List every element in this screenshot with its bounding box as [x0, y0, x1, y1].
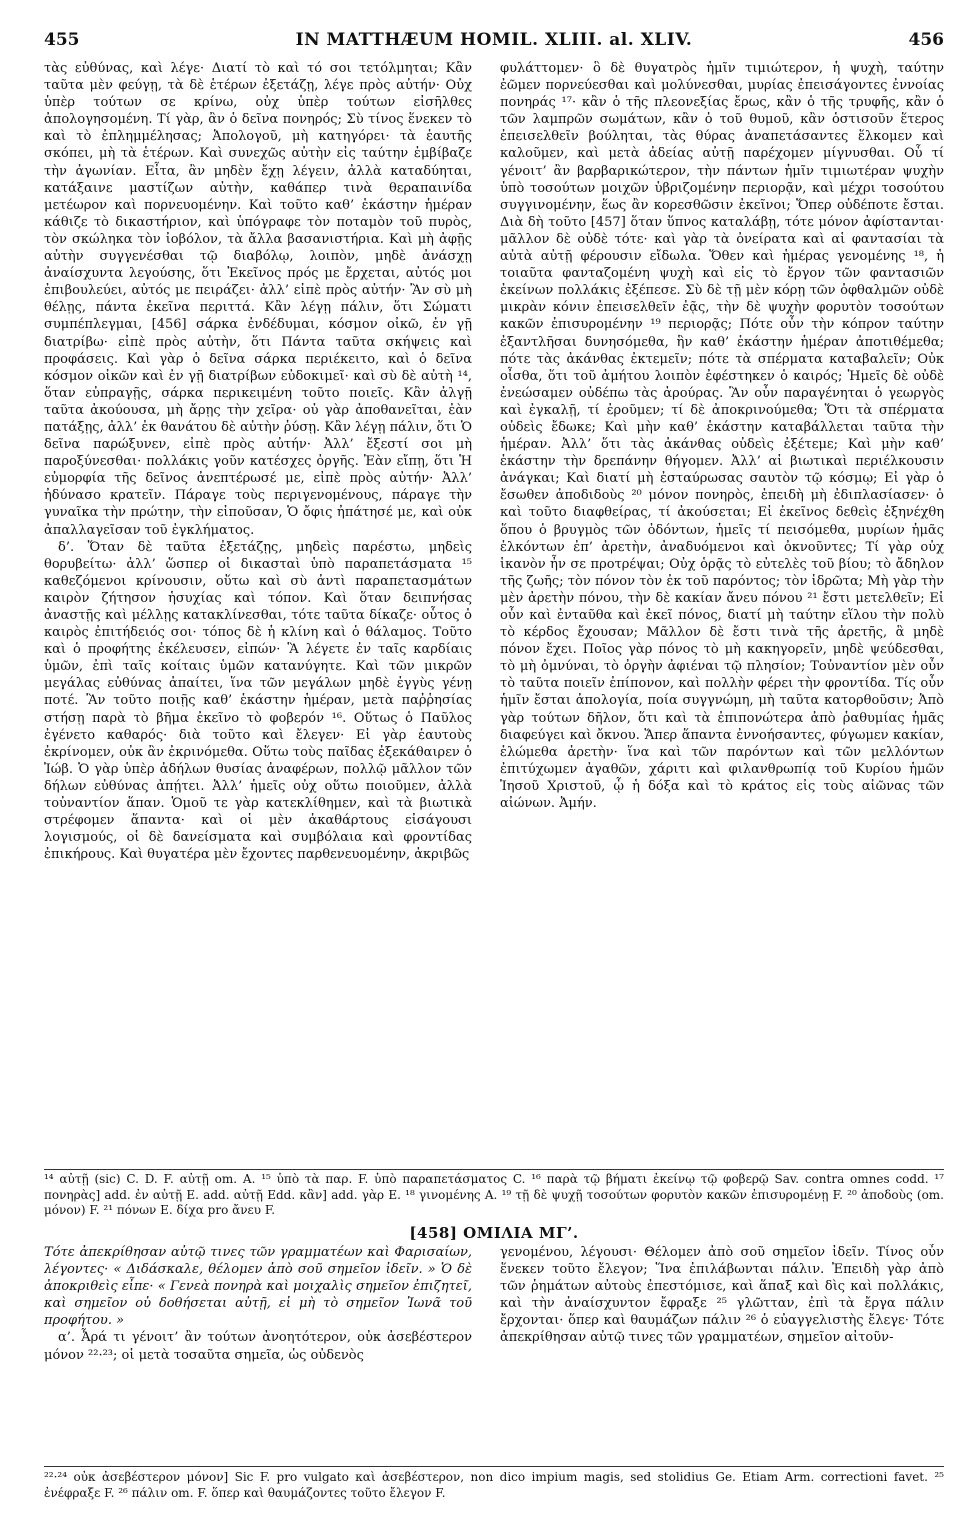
footnote-divider	[44, 1169, 944, 1170]
footnotes-lower: ²²·²⁴ οὐκ ἀσεβέστερον μόνον] Sic F. pro vulgato καὶ ἀσεβέστερον, non dico impium magis, sed stolidius Ge. Etiam Arm. correctioni favet. ²⁵ ἐνέφραξε F. ²⁶ πάλιν om. F. ὅπερ καὶ θαυμάζοντες τοῦτο ἔλεγον F.	[44, 1470, 944, 1500]
running-header	[44, 30, 944, 52]
paragraph: τὰς εὐθύνας, καὶ λέγε· Διατί τὸ καὶ τό σοι τετόλμηται; Κἂν ταῦτα μὲν φεύγῃ, τὰ δὲ ἑτέρων ἐξετάζῃ, λέγε πρὸς αὐτήν· Οὐχ ὑπὲρ τούτων σε κρίνω, οὐχ ὑπὲρ τούτων εἰσῆλθες ἀπολογησομένη. Τί γὰρ, ἂν ὁ δεῖνα πονηρός; Σὺ τίνος ἕνεκεν τὸ καὶ τὸ ἐπλημμέλησας; Ἀπολογοῦ, μὴ κατηγόρει· τὰ ἑαυτῆς σκόπει, μὴ τὰ ἑτέρων. Καὶ συνεχῶς αὐτὴν εἰς ταύτην ἐμβίβαζε τὴν ἀγωνίαν. Εἶτα, ἂν μηδὲν ἔχῃ λέγειν, ἀλλὰ καταδύηται, κατάξαινε μαστίζων αὐτὴν, καθάπερ τινὰ θεραπαινίδα μετέωρον καὶ πορνευομένην. Καὶ τοῦτο καθ’ ἑκάστην ἡμέραν κάθιζε τὸ δικαστήριον, καὶ ὑπόγραφε τὸν ποταμὸν τοῦ πυρὸς, τὸν σκώληκα τὸν ἰοβόλον, τὰ ἄλλα βασανιστήρια. Καὶ μὴ ἀφῇς αὐτὴν συγγενέσθαι τῷ διαβόλῳ, λοιπὸν, μηδὲ ἀνάσχῃ ἀναίσχυντα λεγούσης, ὅτι Ἐκεῖνος πρός με ἔρχεται, αὐτός μοι ἐπιβουλεύει, αὐτός με πειράζει· ἀλλ’ εἰπὲ πρὸς αὐτήν· Ἂν σὺ μὴ θέλῃς, πάντα ἐκεῖνα περιττά. Κἂν λέγῃ πάλιν, ὅτι Σώματι συμπέπλεγμαι, [456] σάρκα ἐνδέδυμαι, κόσμον οἰκῶ, ἐν γῇ διατρίβω· εἰπὲ πρὸς αὐτὴν, ὅτι Πάντα ταῦτα σκήψεις καὶ προφάσεις. Καὶ γὰρ ὁ δεῖνα σάρκα περιέκειτο, καὶ ὁ δεῖνα κόσμον οἰκῶν καὶ ἐν γῇ διατρίβων εὐδοκιμεῖ· καὶ σὺ δὲ αὐτὴ ¹⁴, ὅταν εὐπραγῇς, σάρκα περικειμένη τοῦτο ποιεῖς. Κἂν ἀλγῇ ταῦτα ἀκούουσα, μὴ ἄρῃς τὴν χεῖρα· οὐ γὰρ ἀποθανεῖται, ἐὰν πατάξῃς, ἀλλ’ ἐκ θανάτου δὲ αὐτὴν ῥύσῃ. Κἂν λέγῃ πάλιν, ὅτι Ὁ δεῖνα παρώξυνεν, εἰπὲ πρὸς αὐτήν· Ἀλλ’ ἔξεστί σοι μὴ παροξύνεσθαι· πολλάκις γοῦν κατέσχες ὀργῆς. Ἐὰν εἴπῃ, ὅτι Ἡ εὐμορφία τῆς δεῖνος ἀνεπτέρωσέ με, εἰπὲ πρὸς αὐτήν· Ἀλλ’ ἠδύνασο κρατεῖν. Πάραγε τοὺς περιγενομένους, πάραγε τὴν γυναῖκα τὴν πρώτην, τὴν εἰποῦσαν, Ὁ ὄφις ἠπάτησέ με, καὶ οὐκ ἀπαλλαγεῖσαν τοῦ ἐγκλήματος.	[44, 61, 472, 538]
scripture-verse: Τότε ἀπεκρίθησαν αὐτῷ τινες τῶν γραμματέων καὶ Φαρισαίων, λέγοντες· « Διδάσκαλε, θέλομεν ἀπὸ σοῦ σημεῖον ἰδεῖν. » Ὁ δὲ ἀποκριθεὶς εἶπε· « Γενεὰ πονηρὰ καὶ μοιχαλὶς σημεῖον ἐπιζητεῖ, καὶ σημεῖον οὐ δοθήσεται αὐτῇ, εἰ μὴ τὸ σημεῖον Ἰωνᾶ τοῦ προφήτου. »	[44, 1245, 472, 1329]
running-title: IN MATTHÆUM HOMIL. XLIII. al. XLIV.	[295, 30, 693, 50]
footnotes-upper: ¹⁴ αὐτῇ (sic) C. D. F. αὐτῇ om. A. ¹⁵ ὑπὸ τὰ παρ. F. ὑπὸ παραπετάσματος C. ¹⁶ παρὰ τῷ βήματι ἐκείνῳ τῷ φοβερῷ Sav. contra omnes codd. ¹⁷ πονηρὰς] add. ἐν αὐτῇ E. add. αὐτῇ Edd. κἂν] add. γὰρ E. ¹⁸ γινομένης A. ¹⁹ τῇ δὲ ψυχῇ τοσούτων φορυτὸν κακῶν ἐπισυρομένῃ F. ²⁰ ἀποδοὺς (om. μόνον) F. ²¹ πόνων E. δίχα pro ἄνευ F.	[44, 1172, 944, 1217]
homily-left-column	[44, 1244, 472, 1424]
right-page-number: 456	[908, 30, 944, 50]
homily-right-column	[500, 1244, 944, 1424]
footnote-divider	[44, 1466, 944, 1467]
paragraph: α’. Ἆρά τι γένοιτ’ ἂν τούτων ἀνοητότερον, οὐκ ἀσεβέστερον μόνον ²²·²³; οἱ μετὰ τοσαῦτα σημεῖα, ὡς οὐδενὸς	[44, 1330, 472, 1363]
paragraph: δ’. Ὅταν δὲ ταῦτα ἐξετάζῃς, μηδεὶς παρέστω, μηδεὶς θορυβείτω· ἀλλ’ ὥσπερ οἱ δικασταὶ ὑπὸ παραπετάσματα ¹⁵ καθεζόμενοι κρίνουσιν, οὕτω καὶ σὺ ἀντὶ παραπετασμάτων καιρὸν ζήτησον ἡσυχίας καὶ τόπον. Καὶ ὅταν δειπνήσας ἀναστῇς καὶ μέλλῃς κατακλίνεσθαι, τότε ταῦτα δίκαζε· οὗτος ὁ καιρὸς ἐπιτήδειός σοι· τόπος δὲ ἡ κλίνη καὶ ὁ θάλαμος. Τοῦτο καὶ ὁ προφήτης ἐκέλευσεν, εἰπών· Ἃ λέγετε ἐν ταῖς καρδίαις ὑμῶν, ἐπὶ ταῖς κοίταις ὑμῶν κατανύγητε. Καὶ τῶν μικρῶν μεγάλας εὐθύνας ἀπαίτει, ἵνα τῶν μεγάλων μηδὲ ἐγγὺς γένῃ ποτέ. Ἂν τοῦτο ποιῇς καθ’ ἑκάστην ἡμέραν, μετὰ παῤῥησίας στήσῃ παρὰ τὸ βῆμα ἐκεῖνο τὸ φοβερόν ¹⁶. Οὕτως ὁ Παῦλος ἐγένετο καθαρός· διὰ τοῦτο καὶ ἔλεγεν· Εἰ γὰρ ἑαυτοὺς ἐκρίνομεν, οὐκ ἂν ἐκρινόμεθα. Οὕτω τοὺς παῖδας ἐξεκάθαιρεν ὁ Ἰώβ. Ὁ γὰρ ὑπὲρ ἀδήλων θυσίας ἀναφέρων, πολλῷ μᾶλλον τῶν δήλων εὐθύνας ἀπῄτει. Ἀλλ’ ἡμεῖς οὐχ οὕτω ποιοῦμεν, ἀλλὰ τοὐναντίον ἅπαν. Ὁμοῦ τε γὰρ κατεκλίθημεν, καὶ τὰ βιωτικὰ στρέφομεν ἅπαντα· καὶ οἱ μὲν ἀκαθάρτους εἰσάγουσι λογισμούς, οἱ δὲ δανείσματα καὶ συμβόλαια καὶ φροντίδας ἐπικήρους. Καὶ θυγατέρα μὲν ἔχοντες παρθενευομένην, ἀκριβῶς	[44, 539, 472, 863]
homily-title: [458] ΟΜΙΛΙΑ ΜΓ’.	[409, 1224, 579, 1242]
paragraph: γενομένου, λέγουσι· Θέλομεν ἀπὸ σοῦ σημεῖον ἰδεῖν. Τίνος οὖν ἕνεκεν τοῦτο ἔλεγον; Ἵνα ἐπιλάβωνται πάλιν. Ἐπειδὴ γὰρ ἀπὸ τῶν ῥημάτων αὐτοὺς ἐπεστόμισε, καὶ ἅπαξ καὶ δὶς καὶ πολλάκις, καὶ τὴν ἀναίσχυντον ἔφραξε ²⁵ γλῶτταν, ἐπὶ τὰ ἔργα πάλιν ἔρχονται· ὅπερ καὶ θαυμάζων πάλιν ²⁶ ὁ εὐαγγελιστὴς ἔλεγε· Τότε ἀπεκρίθησαν αὐτῷ τινες τῶν γραμματέων, σημεῖον αἰτοῦν-	[500, 1245, 944, 1346]
left-page-number: 455	[44, 30, 80, 50]
paragraph: φυλάττομεν· ὃ δὲ θυγατρὸς ἡμῖν τιμιώτερον, ἡ ψυχὴ, ταύτην ἐῶμεν πορνεύεσθαι καὶ μολύνεσθαι, μυρίας ἐπεισάγοντες ἐννοίας πονηράς ¹⁷· κἂν ὁ τῆς πλεονεξίας ἔρως, κἂν ὁ τῆς τρυφῆς, κἂν ὁ τῶν λαμπρῶν σωμάτων, κἂν ὁ τοῦ θυμοῦ, κἂν ὁστισοῦν ἕτερος ἐπεισελθεῖν βούληται, τὰς θύρας ἀναπετάσαντες ἕλκομεν καὶ καλοῦμεν, καὶ μετὰ ἀδείας αὐτῇ παρέχομεν μίγνυσθαι. Οὗ τί γένοιτ’ ἂν βαρβαρικώτερον, τὴν πάντων ἡμῖν τιμιωτέραν ψυχὴν ὑπὸ τοσούτων μοιχῶν ὑβριζομένην περιορᾷν, καὶ μέχρι τοσούτου συγγινομένην, ἕως ἂν κορεσθῶσιν ἐκεῖνοι; Ὅπερ οὐδέποτε ἔσται. Διὰ δὴ τοῦτο [457] ὅταν ὕπνος καταλάβῃ, τότε μόνον ἀφίστανται· μᾶλλον δὲ οὐδὲ τότε· καὶ γὰρ τὰ ὀνείρατα καὶ αἱ φαντασίαι τὰ αὐτὰ αὐτῇ φέρουσιν εἴδωλα. Ὅθεν καὶ ἡμέρας γενομένης ¹⁸, ἡ τοιαῦτα φανταζομένη ψυχὴ καὶ εἰς τὸ ἔργον τῶν φαντασιῶν ἐκείνων πολλάκις ἐξέπεσε. Σὺ δὲ τῇ μὲν κόρῃ τῶν ὀφθαλμῶν οὐδὲ μικρὰν κόνιν ἐπεισελθεῖν ἐᾷς, τὴν δὲ ψυχὴν φορυτὸν τοσούτων κακῶν ἐπισυρομένην ¹⁹ περιορᾷς; Πότε οὖν τὴν κόπρον ταύτην ἐξαντλῆσαι δυνησόμεθα, ἣν καθ’ ἑκάστην ἡμέραν ἀποτιθέμεθα; πότε τὰς ἀκάνθας ἐκτεμεῖν; πότε τὰ σπέρματα καταβαλεῖν; Οὐκ οἶσθα, ὅτι τοῦ ἀμήτου λοιπὸν ἐφέστηκεν ὁ καιρός; Ἡμεῖς δὲ οὐδὲ ἐνεώσαμεν οὐδέπω τὰς ἀρούρας. Ἂν οὖν παραγένηται ὁ γεωργὸς καὶ ἐγκαλῇ, τί ἐροῦμεν; τί δὲ ἀποκρινούμεθα; Ὅτι τὰ σπέρματα οὐδεὶς ἔδωκε; Καὶ μὴν καθ’ ἑκάστην καταβάλλεται ταῦτα τὴν ἡμέραν. Ἀλλ’ ὅτι τὰς ἀκάνθας οὐδεὶς ἐξέτεμε; Καὶ μὴν καθ’ ἑκάστην τὴν δρεπάνην θήγομεν. Ἀλλ’ αἱ βιωτικαὶ περιέλκουσιν ἀνάγκαι; Καὶ διατί μὴ ἐσταύρωσας σαυτὸν τῷ κόσμῳ; Εἰ γὰρ ὁ ἔσωθεν ἀποδιδοὺς ²⁰ μόνον πονηρὸς, ἐπειδὴ μὴ ἐδιπλασίασεν· ὁ καὶ τοῦτο διαφθείρας, τί ἀκούσεται; Εἰ ἐκεῖνος δεθεὶς ἐξηνέχθη ὅπου ὁ βρυγμὸς τῶν ὀδόντων, ἡμεῖς τί πεισόμεθα, μυρίων ἡμᾶς ἑλκόντων ἐπ’ ἀρετὴν, ἀναδυόμενοι καὶ ὀκνοῦντες; Τί γὰρ οὐχ ἱκανὸν ἦν σε προτρέψαι; Οὐχ ὁρᾷς τὸ εὐτελὲς τοῦ βίου; τὸ ἄδηλον τῆς ζωῆς; τὸν πόνον τὸν ἐκ τοῦ παρόντος; τὸν ἱδρῶτα; Μὴ γὰρ τὴν μὲν ἀρετὴν πόνου, τὴν δὲ κακίαν ἄνευ πόνου ²¹ ἔστι μετελθεῖν; Εἰ οὖν καὶ ἐνταῦθα καὶ ἐκεῖ πόνος, διατί μὴ ταύτην εἵλου τὴν πολὺ τὸ κέρδος ἔχουσαν; Μᾶλλον δὲ ἔστι τινὰ τῆς ἀρετῆς, ἃ μηδὲ πόνον ἔχει. Ποῖος γὰρ πόνος τὸ μὴ κακηγορεῖν, μηδὲ ψεύδεσθαι, τὸ μὴ ὀμνύναι, τὸ ὀργὴν ἀφιέναι τῷ πλησίον; Τοὐναντίον μὲν οὖν τὸ ταῦτα ποιεῖν ἐπίπονον, καὶ πολλὴν φέρει τὴν φροντίδα. Τίς οὖν ἡμῖν ἔσται ἀπολογία, ποία συγγνώμη, μὴ ταῦτα κατορθοῦσιν; Ἀπὸ γὰρ τούτων δῆλον, ὅτι καὶ τὰ ἐπιπονώτερα ἀπὸ ῥαθυμίας ἡμᾶς διαφεύγει καὶ ὄκνου. Ἅπερ ἅπαντα ἐννοήσαντες, φύγωμεν κακίαν, ἑλώμεθα ἀρετὴν· ἵνα καὶ τῶν παρόντων καὶ τῶν μελλόντων ἐπιτύχωμεν ἀγαθῶν, χάριτι καὶ φιλανθρωπίᾳ τοῦ Κυρίου ἡμῶν Ἰησοῦ Χριστοῦ, ᾧ ἡ δόξα καὶ τὸ κράτος εἰς τοὺς αἰῶνας τῶν αἰώνων. Ἀμήν.	[500, 61, 944, 812]
right-column	[500, 60, 944, 1168]
left-column	[44, 60, 472, 1168]
